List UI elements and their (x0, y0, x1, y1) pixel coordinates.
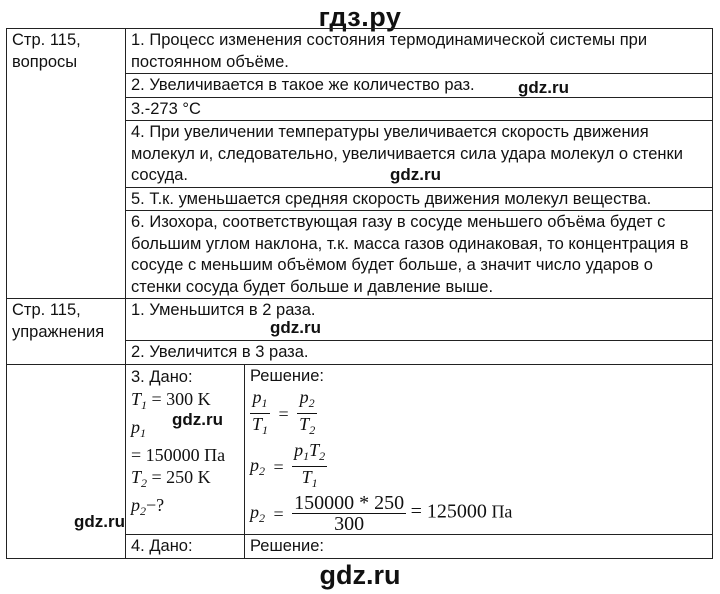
answer-q3: 3.-273 °С (126, 97, 713, 121)
table-row (7, 299, 713, 341)
given-p2: $p_2-$? (131, 494, 165, 518)
answer-q6: 6. Изохора, соответствующая газу в сосуде меньшего объёма будет с большим углом наклона, т.к. масса газов одинаковая, то концентрация в сосуде с меньшим объёмом будет больше, а значит число ударов о стенки сосуда будет больше и давление выше. (126, 211, 713, 299)
watermark: gdz.ru (390, 165, 441, 184)
given-p1-value: = 150000 Па (131, 444, 226, 465)
formula-ratio: $\frac{p_1}{T_1}$ = $\frac{p_2}{T_2}$ (252, 387, 316, 437)
given-p1: $p_1$ (131, 416, 146, 440)
answers-table (6, 28, 713, 559)
answer-q4: 4. При увеличении температуры увеличивается скорость движения молекул и, следовательно, увеличивается сила удара молекул о стенки сосуда. (126, 121, 713, 188)
formula-p2: $p_2$ = $\frac{p_1T_2}{T_1}$ (250, 440, 326, 490)
watermark: gdz.ru (518, 78, 569, 97)
given-t1: $T_1 = 300$ K (131, 388, 211, 412)
answer-q2: 2. Увеличивается в такое же количество раз. (126, 74, 713, 98)
table-row (7, 29, 713, 74)
given-title: 3. Дано: (131, 367, 193, 386)
watermark: gdz.ru (270, 318, 321, 337)
answer-e2: 2. Увеличится в 3 раза. (126, 341, 713, 365)
site-header: гдз.ру (318, 2, 402, 32)
solution-title: Решение: (250, 366, 324, 385)
formula-result: $p_2$ = $\frac{150000 * 250}{300}$ = 125000 Па (250, 492, 513, 535)
answer-q5: 5. Т.к. уменьшается средняя скорость движения молекул вещества. (126, 187, 713, 211)
section-questions: Стр. 115, вопросы (7, 29, 126, 299)
task4-given: 4. Дано: (126, 535, 245, 559)
table-row (7, 364, 713, 535)
task4-solution: Решение: (245, 535, 713, 559)
watermark: gdz.ru (74, 512, 125, 531)
task3-given (126, 364, 245, 535)
section-exercises: Стр. 115, упражнения (7, 299, 126, 365)
given-t2: $T_2 = 250$ K (131, 466, 211, 490)
answer-q1: 1. Процесс изменения состояния термодинамической системы при постоянном объёме. (126, 29, 713, 74)
answer-e1: 1. Уменьшится в 2 раза. (126, 299, 713, 341)
site-footer: gdz.ru (319, 560, 401, 590)
task3-solution (245, 364, 713, 535)
watermark: gdz.ru (172, 410, 223, 429)
